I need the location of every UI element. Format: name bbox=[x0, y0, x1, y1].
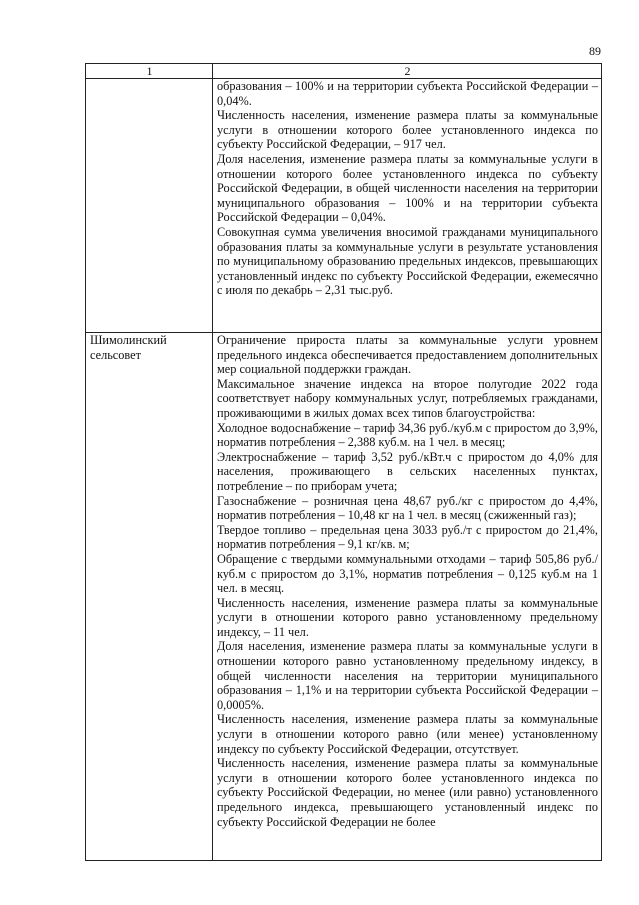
paragraph: Численность населения, изменение размера платы за коммунальные услуги в отношении которого более установленного индекса по субъекту Российской Федерации, но менее (или равно) установленного предельного индекса, превышающего установленный индекс по субъекту Российской Федерации не более bbox=[217, 756, 598, 829]
paragraph: образования – 100% и на территории субъекта Российской Федерации – 0,04%. bbox=[217, 79, 598, 108]
paragraph: Совокупная сумма увеличения вносимой гражданами муниципального образования платы за коммунальные услуги в результате установления по муниципальному образованию предельных индексов, превышающих установленный индекс по субъекту Российской Федерации, ежемесячно с июля по декабрь – 2,31 тыс.руб. bbox=[217, 224, 598, 298]
paragraph: Холодное водоснабжение – тариф 34,36 руб./куб.м с приростом до 3,9%, норматив потребления – 2,388 куб.м. на 1 чел. в месяц; bbox=[217, 420, 598, 450]
table-row bbox=[86, 333, 602, 861]
municipality-cell bbox=[86, 333, 213, 861]
description-cell bbox=[213, 333, 602, 861]
paragraph: Ограничение прироста платы за коммунальные услуги уровнем предельного индекса обеспечивается предоставлением дополнительных мер социальной поддержки граждан. bbox=[217, 333, 598, 377]
paragraph: Электроснабжение – тариф 3,52 руб./кВт.ч с приростом до 4,0% для населения, проживающего в сельских населенных пунктах, потребление – по приборам учета; bbox=[217, 449, 598, 493]
paragraph: Численность населения, изменение размера платы за коммунальные услуги в отношении которого равно (или менее) установленному индексу по субъекту Российской Федерации, отсутствует. bbox=[217, 712, 598, 756]
paragraph: Газоснабжение – розничная цена 48,67 руб./кг с приростом до 4,4%, норматив потребления – 10,48 кг на 1 чел. в месяц (сжиженный газ); bbox=[217, 493, 598, 523]
municipality-cell bbox=[86, 79, 213, 333]
table-row bbox=[86, 79, 602, 333]
description-cell bbox=[213, 79, 602, 333]
column-header-1: 1 bbox=[86, 64, 213, 79]
paragraph: Численность населения, изменение размера платы за коммунальные услуги в отношении которого более установленного индекса по субъекту Российской Федерации, – 917 чел. bbox=[217, 108, 598, 152]
column-header-2: 2 bbox=[213, 64, 602, 79]
table-header-row bbox=[86, 64, 602, 79]
paragraph: Численность населения, изменение размера платы за коммунальные услуги в отношении которого равно установленному предельному индексу, – 11 чел. bbox=[217, 595, 598, 639]
paragraph: Обращение с твердыми коммунальными отходами – тариф 505,86 руб./куб.м с приростом до 3,1%, норматив потребления – 0,125 куб.м на 1 чел. в месяц. bbox=[217, 551, 598, 596]
municipality-name: Шимолинский сельсовет bbox=[90, 333, 167, 362]
paragraph: Доля населения, изменение размера платы за коммунальные услуги в отношении которого равно установленному предельному индексу, в общей численности населения на территории муниципального образования – 1,1% и на территории субъекта Российской Федерации – 0,0005%. bbox=[217, 639, 598, 712]
paragraph: Доля населения, изменение размера платы за коммунальные услуги в отношении которого более установленного индекса по субъекту Российской Федерации, в общей численности населения на территории муниципального образования – 100% и на территории субъекта Российской Федерации – 0,04%. bbox=[217, 151, 598, 225]
report-table bbox=[85, 63, 602, 861]
page-number: 89 bbox=[589, 44, 601, 58]
paragraph: Максимальное значение индекса на второе полугодие 2022 года соответствует набору коммунальных услуг, потребляемых гражданами, проживающими в жилых домах всех типов благоустройства: bbox=[217, 376, 598, 420]
paragraph: Твердое топливо – предельная цена 3033 руб./т с приростом до 21,4%, норматив потребления – 9,1 кг/кв. м; bbox=[217, 522, 598, 552]
